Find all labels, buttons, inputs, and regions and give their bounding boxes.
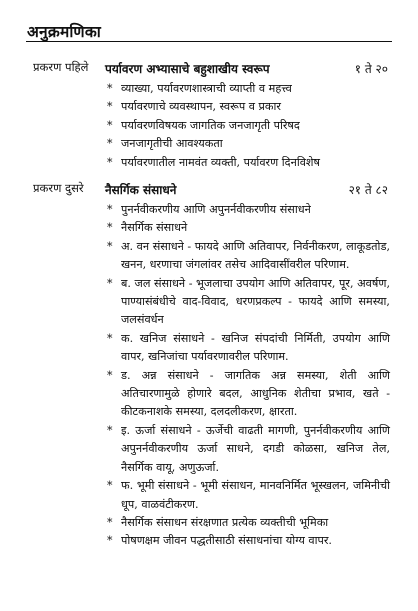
list-item: * अ. वन संसाधने - फायदे आणि अतिवापर, निर्वनीकरण, लाकूडतोड, खनन, धरणाचा जंगलांवर तसेच आदिवासींवरील परिणाम.	[107, 239, 390, 272]
list-item: * पर्यावरणातील नामवंत व्यक्ती, पर्यावरण दिनविशेष	[105, 154, 350, 172]
bullet-icon: *	[107, 100, 113, 114]
bullet-icon: *	[107, 331, 113, 345]
chapter-label: प्रकरण दुसरे	[33, 181, 84, 195]
list-item: * पुनर्नवीकरणीय आणि अपुनर्नवीकरणीय संसाधने	[105, 201, 390, 219]
bullet-icon: *	[107, 155, 113, 169]
list-item: * फ. भूमी संसाधने - भूमी संसाधन, मानवनिर्मित भूस्खलन, जमिनीची धूप, वाळवंटीकरण.	[107, 479, 390, 511]
title-divider	[26, 41, 392, 42]
page-title: अनुक्रमणिका	[27, 22, 101, 41]
bullet-icon: *	[107, 479, 113, 493]
bullet-icon: *	[107, 276, 113, 290]
topic-list	[105, 201, 390, 551]
chapter-page-range: १ ते २०	[354, 62, 388, 76]
list-item: * जनजागृतीची आवश्यकता	[105, 135, 350, 153]
bullet-icon: *	[107, 137, 113, 151]
list-item: * पोषणक्षम जीवन पद्धतीसाठी संसाधनांचा योग्य वापर.	[105, 532, 390, 550]
list-item: * क. खनिज संसाधने - खनिज संपदांची निर्मिती, उपयोग आणि वापर, खनिजांचा पर्यावरणावरील परिणाम.	[107, 331, 390, 364]
chapter-label: प्रकरण पहिले	[33, 60, 89, 74]
bullet-icon: *	[107, 515, 113, 529]
list-item: * नैसर्गिक संसाधन संरक्षणात प्रत्येक व्यक्तीची भूमिका	[105, 514, 390, 532]
bullet-icon: *	[107, 221, 113, 235]
chapter-title: नैसर्गिक संसाधने	[105, 183, 177, 197]
list-item: * नैसर्गिक संसाधने	[105, 219, 390, 237]
list-item: * ड. अन्न संसाधने - जागतिक अन्न समस्या, शेती आणि अतिचारणामुळे होणारे बदल, आधुनिक शेतीचा प्रभाव, खते - कीटकनाशके समस्या, दलदलीकरण, क्षारता.	[107, 368, 390, 419]
bullet-icon: *	[107, 203, 113, 216]
list-item: * ब. जल संसाधने - भूजलाचा उपयोग आणि अतिवापर, पूर, अवर्षण, पाण्यासंबंधीचे वाद-विवाद, धरणप्रकल्प - फायदे आणि समस्या, जलसंवर्धन	[107, 276, 390, 327]
topic-list	[105, 80, 350, 172]
list-item: * व्याख्या, पर्यावरणशास्त्राची व्याप्ती व महत्त्व	[105, 80, 350, 98]
bullet-icon: *	[107, 239, 113, 253]
chapter-title: पर्यावरण अभ्यासाचे बहुशाखीय स्वरूप	[105, 62, 270, 76]
bullet-icon: *	[107, 82, 113, 95]
list-item: * पर्यावरणाचे व्यवस्थापन, स्वरूप व प्रकार	[105, 98, 350, 116]
bullet-icon: *	[107, 534, 113, 548]
chapter-page-range: २१ ते ८२	[348, 183, 388, 197]
bullet-icon: *	[107, 368, 113, 382]
list-item: * इ. ऊर्जा संसाधने - ऊर्जेची वाढती मागणी, पुनर्नवीकरणीय आणि अपुनर्नवीकरणीय ऊर्जा साधने, दगडी कोळसा, खनिज तेल, नैसर्गिक वायू, अणुऊर्जा.	[107, 423, 390, 474]
bullet-icon: *	[107, 423, 113, 437]
list-item: * पर्यावरणविषयक जागतिक जनजागृती परिषद	[105, 117, 350, 135]
bullet-icon: *	[107, 118, 113, 132]
